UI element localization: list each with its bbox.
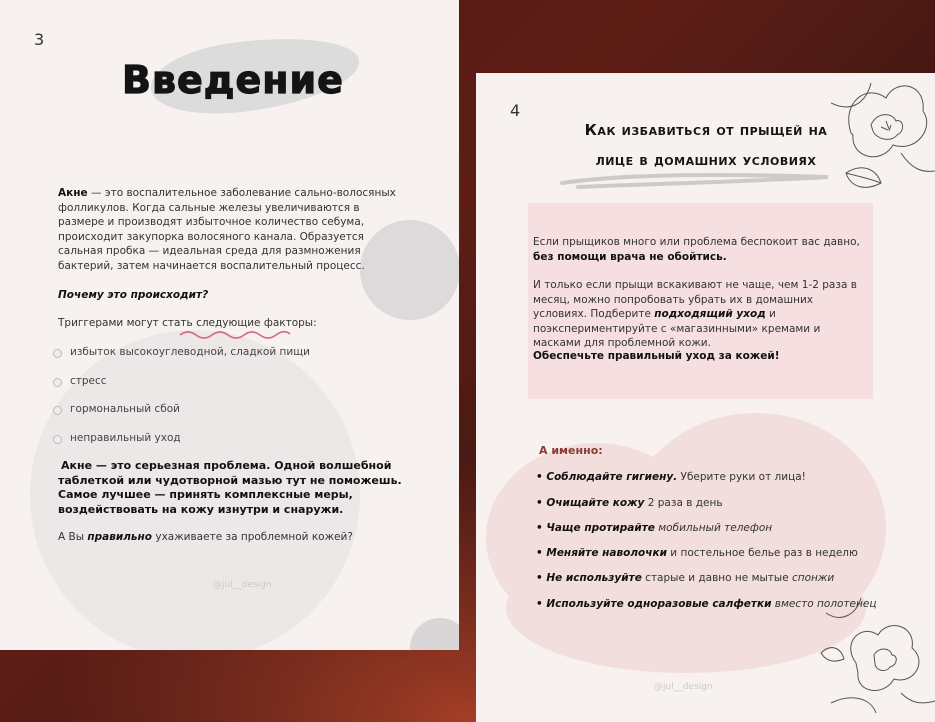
bullet-circle-icon (53, 406, 62, 415)
bullet-item: избыток высокоуглеводной, сладкой пищи (53, 346, 310, 358)
list-item: • Не используйте старые и давно не мытые спонжи (536, 572, 835, 584)
box-paragraph-2: И только если прыщи вскакивают не чаще, чем 1-2 раза в месяц, можно попробовать убрать их в домашних условиях. Подберите подходящий уход и поэкспериментируйте с «магазинными» кремами и масками для проблемной кожи. (533, 279, 857, 349)
bold-paragraph: Акне — это серьезная проблема. Одной волшебной таблеткой или чудотворной мазью тут не поможешь. Самое лучшее — принять комплексные меры, воздействовать на кожу изнутри и снаружи. (58, 459, 402, 516)
page-title-line1: Как избавиться от прыщей на (584, 121, 828, 139)
decor-circle-bottom (410, 618, 459, 650)
page-3 (0, 0, 459, 650)
list-item: • Очищайте кожу 2 раза в день (536, 497, 723, 509)
list-item: • Используйте одноразовые салфетки вместо полотенец (536, 598, 877, 610)
wavy-underline (178, 328, 293, 340)
bullet-item: стресс (53, 375, 107, 387)
list-title: А именно: (539, 444, 603, 457)
bullet-circle-icon (53, 435, 62, 444)
box-paragraph-3: Обеспечьте правильный уход за кожей! (533, 350, 780, 362)
page-title-line2: лице в домашних условиях (595, 151, 817, 169)
page-4 (476, 73, 935, 722)
page-number: 4 (510, 101, 521, 120)
watermark: @jul__design (213, 580, 272, 590)
closing-question: А Вы правильно ухаживаете за проблемной кожей? (58, 531, 353, 543)
list-item: • Чаще протирайте мобильный телефон (536, 522, 773, 534)
box-paragraph-1: Если прыщиков много или проблема беспокоит вас давно, без помощи врача не обойтись. (533, 236, 860, 263)
flower-illustration-bottom (816, 593, 935, 722)
intro-term: Акне (58, 187, 88, 199)
list-item: • Соблюдайте гигиену. Уберите руки от лица! (536, 471, 806, 483)
triggers-intro: Триггерами могут стать следующие факторы: (58, 317, 317, 329)
page-title: Введение (122, 58, 344, 102)
page-number: 3 (34, 30, 45, 49)
watermark: @jul__design (654, 682, 713, 692)
question-heading: Почему это происходит? (58, 289, 209, 301)
title-brush-underline (558, 169, 838, 191)
bullet-circle-icon (53, 378, 62, 387)
bullet-circle-icon (53, 349, 62, 358)
intro-paragraph (58, 186, 408, 273)
bullet-item: неправильный уход (53, 432, 181, 444)
list-item: • Меняйте наволочки и постельное белье раз в неделю (536, 547, 858, 559)
intro-text: — это воспалительное заболевание сально-волосяных фолликулов. Когда сальные железы увеличиваются в размере и производят избыточное количество себума, происходит закупорка волосяного канала. Образуется сальная пробка — идеальная среда для размножения бактерий, затем начинается воспалительный процесс. (58, 187, 396, 272)
bullet-item: гормональный сбой (53, 403, 180, 415)
